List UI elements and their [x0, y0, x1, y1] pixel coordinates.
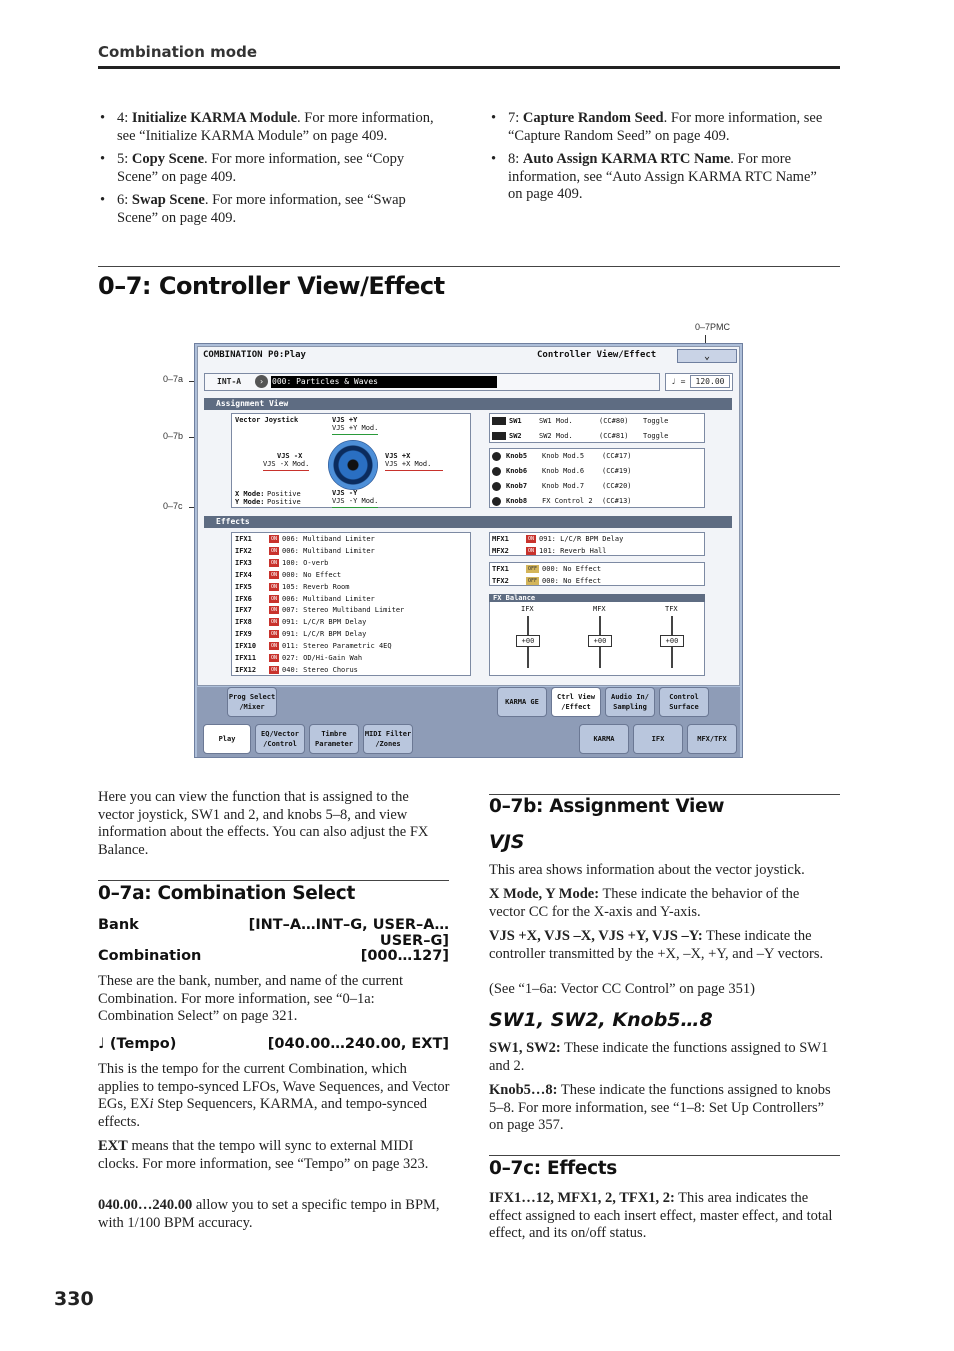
effect-row [235, 557, 328, 569]
vjs-vectors-text: VJS +X, VJS –X, VJS +Y, VJS –Y: These indicate the controller transmitted by the +X, –X, +Y, and –Y vectors. [489, 928, 824, 962]
section-b-title: 0–7b: Assignment View [489, 796, 725, 817]
tempo-text: This is the tempo for the current Combination, which applies to tempo-synced LFOs, Wave Sequences, and Vector EGs, EXi Step Sequencers, KARMA, and tempo-synced effects. [98, 1061, 450, 1130]
effect-name: 027: OD/Hi-Gain Wah [282, 654, 363, 662]
effect-slot: IFX3 [235, 558, 252, 567]
section-title: 0–7: Controller View/Effect [98, 272, 445, 300]
effect-slot: IFX4 [235, 570, 252, 579]
combination-label: Combination [98, 948, 202, 964]
switch-icon [492, 417, 506, 425]
effect-row [235, 593, 375, 605]
effect-row [235, 545, 375, 557]
lcd-screen: COMBINATION P0:Play Controller View/Effect ⌄ INT-A › 000: Particles & Waves ♩ = 120.00 Assignment View Vector Joystick VJS +Y VJS +Y Mod. VJS -X VJS -X Mod. VJS +X VJS +X Mod. X Mode: Positive Y Mode: Positive VJS -Y VJS -Y Mod. SW1 SW1 Mod. (CC#80) Toggle SW2 SW2 Mod. (CC#81) Toggle Knob5 Knob Mod.5 (CC#17) Knob6 Knob Mod.6 (CC#19) Knob7 Knob Mod.7 (CC#20) Knob8 FX Control 2 (CC#13) Effects IFX1 ON 006: Multiband Limiter IFX2 ON 006: Multiband Limiter IFX3 ON 100: O-verb IFX4 ON 000: No Effect IFX5 ON 105: Reverb Room IFX6 ON 006: Multiband Limiter IFX7 ON 007: Stereo Multiband Limiter IFX8 ON 091: L/C/R BPM Delay IFX9 ON 091: L/C/R BPM Delay IFX10 ON 011: Stereo Parametric 4EQ IFX11 ON 027: OD/Hi-Gain Wah IFX12 ON 040: Stereo Chorus MFX1 ON 091: L/C/R BPM Delay MFX2 ON 101: Reverb Hall TFX1 OFF 000: No Effect TFX2 OFF 000: No Effect FX Balance IFX +00 MFX +00 TFX +00 Prog Select /Mixer KARMA GE Ctrl View /Effect Audio In/ Sampling Control Surface Play EQ/Vector /Control Timbre Parameter MIDI Filter /Zones KARMA IFX MFX/TFX [194, 343, 743, 758]
combi-popup-icon[interactable]: › [255, 375, 268, 388]
vjs-title: Vector Joystick [235, 416, 299, 424]
vjs-text: This area shows information about the vector joystick. [489, 862, 805, 878]
page-number: 330 [54, 1288, 94, 1310]
tab-karma[interactable]: KARMA [579, 724, 629, 754]
vjs-ny-value: VJS -Y Mod. [332, 495, 378, 508]
effect-row [492, 545, 606, 557]
effect-slot: IFX2 [235, 546, 252, 555]
effect-status[interactable]: ON [271, 547, 278, 554]
ext-text: EXT means that the tempo will sync to external MIDI clocks. For more information, see “Tempo” on page 323. [98, 1138, 429, 1172]
effect-name: 007: Stereo Multiband Limiter [282, 606, 405, 615]
effect-slot: IFX8 [235, 618, 252, 627]
effect-row [235, 533, 375, 545]
effect-row [235, 616, 366, 628]
tab-karma-ge[interactable]: KARMA GE [497, 687, 547, 717]
effect-status[interactable]: ON [271, 643, 278, 650]
effect-status[interactable]: ON [271, 666, 278, 673]
bullet-item: • 5: Copy Scene. For more information, see “Copy Scene” on page 409. [98, 151, 438, 186]
effect-name: 000: No Effect [282, 570, 342, 579]
effect-slot: MFX2 [492, 546, 509, 555]
effect-name: 006: Multiband Limiter [282, 546, 375, 555]
vjs-px-label: VJS +X [385, 452, 411, 460]
tab-ctrl-view-effect[interactable]: Ctrl View /Effect [551, 687, 601, 717]
effect-name: 100: O-verb [282, 558, 329, 567]
xmode-label: X Mode: [235, 490, 265, 498]
vjs-nx-label: VJS -X [277, 452, 303, 460]
switch-icon [492, 432, 506, 440]
effect-row [492, 575, 601, 587]
effect-row [235, 569, 341, 581]
effect-name: 040: Stereo Chorus [282, 665, 358, 674]
tempo-symbol: ♩ = [671, 377, 686, 386]
combination-text: These are the bank, number, and name of the current Combination. For more information, see “0–1a: Combination Select” on page 321. [98, 973, 403, 1024]
effect-status[interactable]: ON [271, 571, 278, 578]
effect-slot: IFX12 [235, 665, 257, 674]
effect-slot: IFX11 [235, 654, 257, 662]
fx-balance-label: MFX [593, 605, 606, 613]
xmode-value: Positive [267, 490, 301, 498]
tab-control-surface[interactable]: Control Surface [659, 687, 709, 717]
effect-row [235, 628, 366, 640]
effect-row [492, 563, 601, 575]
bullet-list-right [489, 110, 829, 210]
xy-mode-text: X Mode, Y Mode: These indicate the behavior of the vector CC for the X-axis and Y-axis. [489, 886, 800, 920]
effect-name: 101: Reverb Hall [539, 546, 607, 555]
effect-name: 006: Multiband Limiter [282, 535, 375, 543]
fx-balance-label: IFX [521, 605, 534, 613]
effect-status[interactable]: ON [271, 583, 278, 590]
tab-audio-in-sampling[interactable]: Audio In/ Sampling [605, 687, 655, 717]
combi-name-field[interactable]: 000: Particles & Waves [271, 376, 497, 388]
knob-text: Knob5…8: These indicate the functions assigned to knobs 5–8. For more information, see “1–8: Set Up Controllers” on page 357. [489, 1082, 831, 1133]
knob-icon [492, 467, 501, 476]
effect-name: 091: L/C/R BPM Delay [282, 630, 367, 639]
section-rule [98, 266, 840, 267]
effect-slot: IFX1 [235, 535, 252, 543]
vector-joystick-icon [328, 440, 378, 490]
tempo-label: ♩ (Tempo) [98, 1036, 177, 1052]
effect-slot: TFX1 [492, 565, 509, 573]
sw-knob-heading: SW1, SW2, Knob5…8 [489, 1009, 713, 1031]
effect-slot: IFX9 [235, 630, 252, 639]
effect-slot: IFX7 [235, 606, 252, 615]
effect-slot: IFX10 [235, 642, 257, 651]
section-rule [489, 1155, 840, 1156]
effect-status[interactable]: ON [271, 536, 278, 542]
effect-name: 011: Stereo Parametric 4EQ [282, 642, 392, 651]
fx-balance-slider[interactable]: +00 [588, 635, 612, 647]
callout-c: 0–7c [163, 501, 183, 511]
knob-icon [492, 497, 501, 506]
knob-icon [492, 452, 501, 461]
effect-name: 000: No Effect [542, 565, 602, 573]
section-a-title: 0–7a: Combination Select [98, 883, 355, 904]
effect-name: 091: L/C/R BPM Delay [282, 618, 367, 627]
callout-b: 0–7b [163, 431, 184, 441]
bullet-item: • 7: Capture Random Seed. For more information, see “Capture Random Seed” on page 409. [489, 110, 829, 145]
page-menu-button[interactable] [677, 349, 737, 363]
fx-balance-bar: FX Balance [489, 594, 705, 602]
fx-balance-slider[interactable]: +00 [516, 635, 540, 647]
effect-row [492, 533, 623, 545]
ymode-value: Positive [267, 498, 301, 506]
vjs-heading: VJS [489, 831, 525, 853]
tab-mfx-tfx[interactable]: MFX/TFX [687, 724, 737, 754]
bank-select[interactable]: INT-A [217, 377, 242, 386]
effect-status[interactable]: ON [271, 607, 278, 614]
tempo-range: [040.00…240.00, EXT] [267, 1036, 449, 1052]
fx-balance-label: TFX [665, 605, 678, 613]
effect-status[interactable]: ON [528, 536, 535, 542]
effect-status[interactable]: OFF [528, 577, 538, 584]
header-rule [98, 66, 840, 69]
fx-balance-slider[interactable]: +00 [660, 635, 684, 647]
effect-row [235, 604, 404, 616]
effect-row [235, 581, 349, 593]
effect-status[interactable]: ON [271, 631, 278, 638]
section-rule [489, 794, 840, 795]
tab-ifx[interactable]: IFX [633, 724, 683, 754]
tab-eq-vector-control[interactable]: EQ/Vector /Control [255, 724, 305, 754]
ymode-label: Y Mode: [235, 498, 265, 506]
effect-slot: IFX5 [235, 582, 252, 591]
effect-slot: TFX2 [492, 576, 509, 585]
callout-a: 0–7a [163, 374, 184, 384]
effect-row [235, 652, 362, 664]
effects-bar: Effects [204, 516, 732, 528]
vjs-px-value: VJS +X Mod. [385, 458, 443, 471]
bank-label: Bank [98, 917, 139, 933]
effect-status[interactable]: ON [528, 547, 535, 554]
bullet-item: • 8: Auto Assign KARMA RTC Name. For more information, see “Auto Assign KARMA RTC Name” on page 409. [489, 151, 829, 204]
effect-status[interactable]: ON [271, 619, 278, 626]
screen-title: COMBINATION P0:Play [203, 350, 306, 360]
callout-pmc: 0–7PMC [695, 322, 731, 332]
vjs-py-value: VJS +Y Mod. [332, 422, 378, 435]
section-c-title: 0–7c: Effects [489, 1158, 618, 1179]
vjs-py-label: VJS +Y [332, 416, 358, 424]
section-rule [98, 880, 449, 881]
effect-name: 105: Reverb Room [282, 582, 350, 591]
tab-midi-filter-zones[interactable]: MIDI Filter /Zones [363, 724, 413, 754]
bpm-text: 040.00…240.00 allow you to set a specific tempo in BPM, with 1/100 BPM accuracy. [98, 1197, 440, 1231]
vjs-nx-value: VJS -X Mod. [263, 458, 309, 471]
chevron-down-icon: ⌄ [703, 350, 711, 362]
sw-text: SW1, SW2: These indicate the functions assigned to SW1 and 2. [489, 1040, 829, 1074]
running-header: Combination mode [98, 43, 257, 61]
tempo-field[interactable]: 120.00 [690, 375, 730, 388]
effect-status[interactable]: ON [271, 559, 278, 566]
effect-status[interactable]: ON [271, 595, 278, 602]
effect-status[interactable]: OFF [528, 566, 538, 572]
tab-play[interactable]: Play [203, 724, 251, 754]
bank-range: [INT–A…INT–G, USER–A…USER–G] [248, 917, 449, 949]
knob-icon [492, 482, 501, 491]
tab-prog-select-mixer[interactable]: Prog Select /Mixer [227, 687, 277, 717]
bullet-item: • 4: Initialize KARMA Module. For more information, see “Initialize KARMA Module” on page 409. [98, 110, 438, 145]
effect-name: 006: Multiband Limiter [282, 594, 375, 603]
effect-name: 000: No Effect [542, 576, 602, 585]
effect-name: 091: L/C/R BPM Delay [539, 535, 624, 543]
effect-row [235, 664, 358, 676]
intro-text: Here you can view the function that is assigned to the vector joystick, SW1 and 2, and knobs 5–8, and view information about the effects. You can also adjust the FX Balance. [98, 789, 429, 858]
effect-slot: MFX1 [492, 535, 509, 543]
vjs-see-text: (See “1–6a: Vector CC Control” on page 351) [489, 981, 755, 997]
effect-row [235, 640, 392, 652]
vjs-ny-label: VJS -Y [332, 489, 358, 497]
effect-status[interactable]: ON [271, 655, 278, 661]
tab-timbre-parameter[interactable]: Timbre Parameter [309, 724, 359, 754]
bullet-item: • 6: Swap Scene. For more information, see “Swap Scene” on page 409. [98, 192, 438, 227]
combination-range: [000…127] [360, 948, 449, 964]
assignment-view-bar: Assignment View [204, 398, 732, 410]
effects-text: IFX1…12, MFX1, 2, TFX1, 2: This area indicates the effect assigned to each insert effect, master effect, and total effect, and its on/off status. [489, 1190, 833, 1241]
effect-slot: IFX6 [235, 594, 252, 603]
bullet-list-left [98, 110, 438, 233]
page-name: Controller View/Effect [537, 350, 657, 360]
